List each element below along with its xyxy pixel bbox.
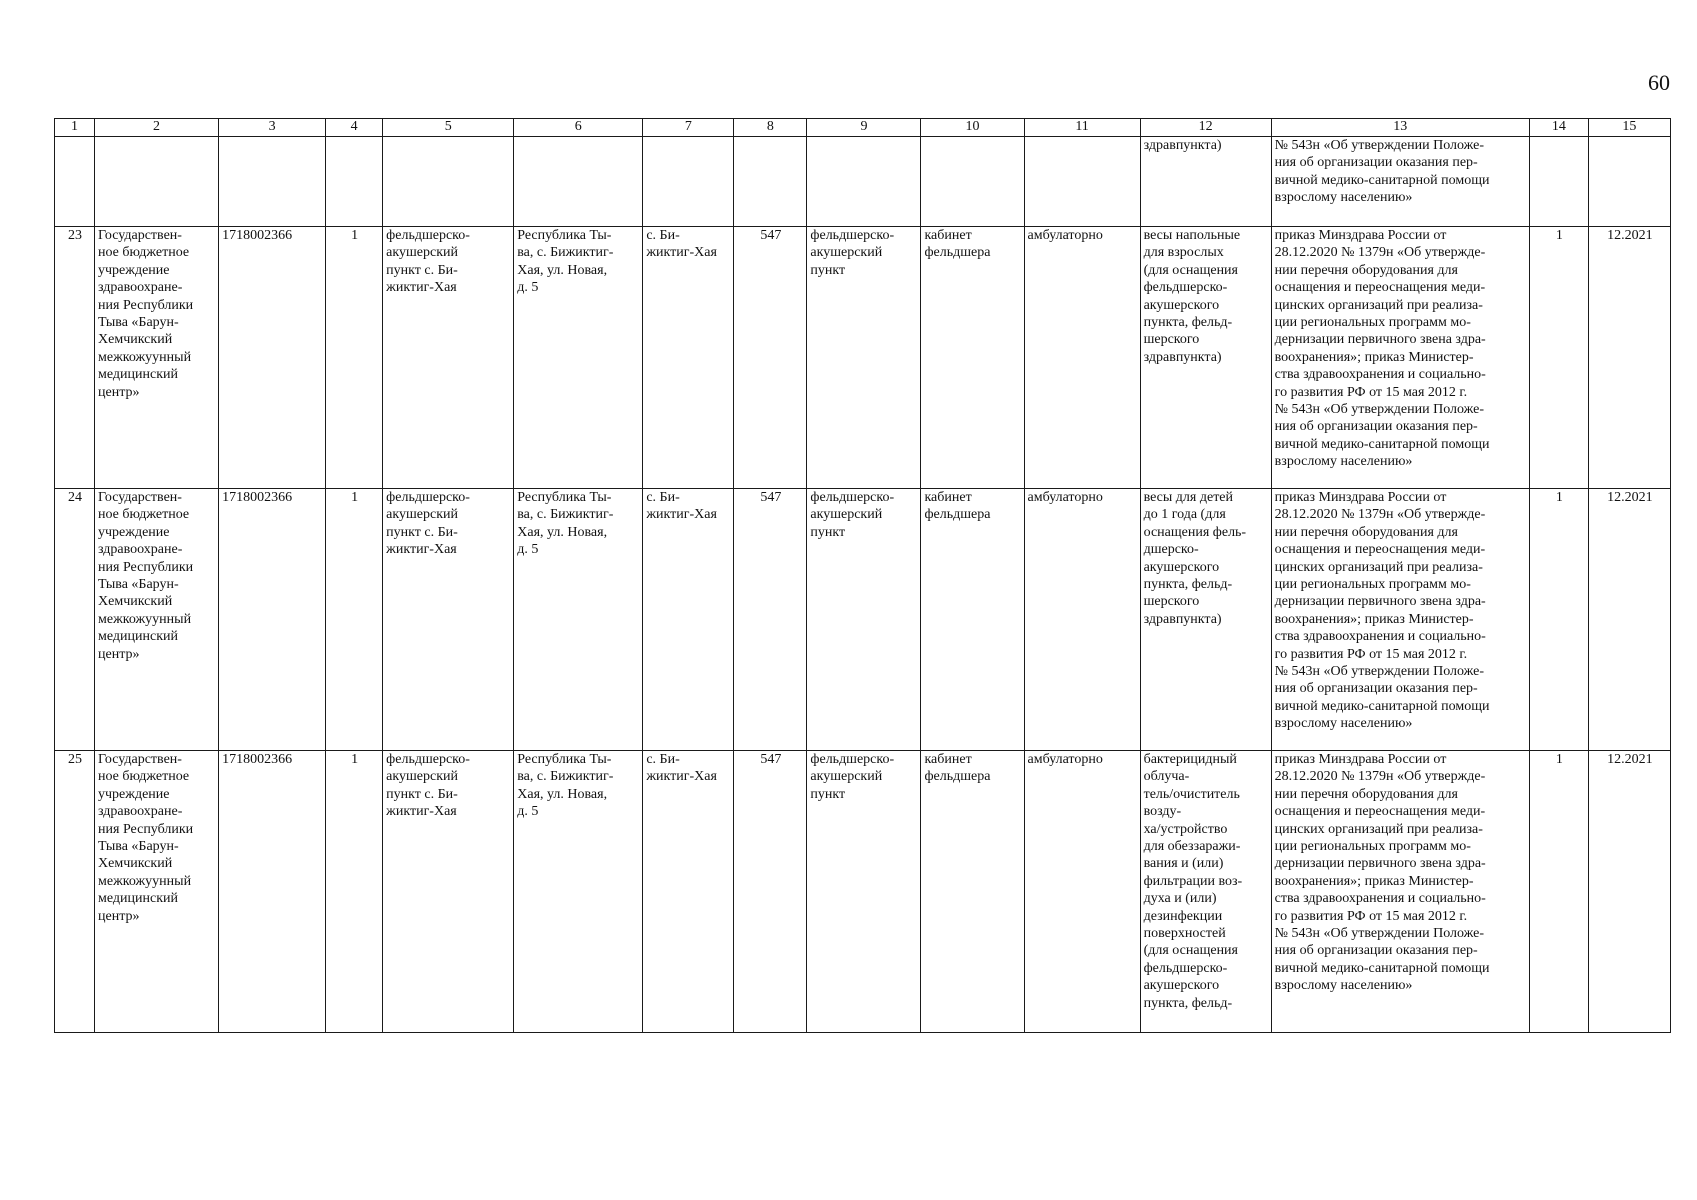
date-cell: 12.2021 [1588,227,1670,489]
empty-cell [1529,137,1588,227]
continuation-row [55,137,1671,227]
row-number: 23 [55,227,95,489]
institution-cell: Государствен- ное бюджетное учреждение здравоохране- ния Республики Тыва «Барун- Хемчикский межкожуунный медицинский центр» [95,227,219,489]
column-number-header [55,119,1671,137]
empty-cell [643,137,734,227]
address-cell: Республика Ты- ва, с. Бижиктиг- Хая, ул. Новая, д. 5 [514,489,643,751]
empty-cell [1588,137,1670,227]
legal-basis-cell: приказ Минздрава России от 28.12.2020 № 1379н «Об утвержде- нии перечня оборудования для оснащения и переоснащения меди- цинских организаций при реализа- ции региональных программ мо- дернизации первичного звена здра- воохранения»; приказ Министер- ства здравоохранения и социально- го развития РФ от 15 мая 2012 г. № 543н «Об утверждении Положе- ния об организации оказания пер- вичной медико-санитарной помощи взрослому населению» [1271,751,1529,1033]
col8-cell: 547 [734,227,807,489]
equipment-cell: весы для детей до 1 года (для оснащения фель- дшерско- акушерского пункта, фельд- шерского здравпункта) [1140,489,1271,751]
col4-cell: 1 [326,489,383,751]
page-number: 60 [1648,70,1670,95]
col4-cell: 1 [326,751,383,1033]
header-cell: 1 [55,119,95,137]
equipment-cell: здравпункта) [1140,137,1271,227]
table-row [55,751,1671,1033]
header-cell: 6 [514,119,643,137]
facility-type-cell: фельдшерско- акушерский пункт [807,489,921,751]
empty-cell [1024,137,1140,227]
header-cell: 2 [95,119,219,137]
col4-cell: 1 [326,227,383,489]
address-cell: Республика Ты- ва, с. Бижиктиг- Хая, ул. Новая, д. 5 [514,227,643,489]
empty-cell [55,137,95,227]
date-cell: 12.2021 [1588,751,1670,1033]
inn-cell: 1718002366 [219,227,326,489]
settlement-cell: с. Би- жиктиг-Хая [643,227,734,489]
table-row [55,227,1671,489]
unit-cell: фельдшерско- акушерский пункт с. Би- жиктиг-Хая [383,751,514,1033]
header-cell: 4 [326,119,383,137]
room-cell: кабинет фельдшера [921,227,1024,489]
inn-cell: 1718002366 [219,489,326,751]
quantity-cell: 1 [1529,489,1588,751]
care-form-cell: амбулаторно [1024,489,1140,751]
settlement-cell: с. Би- жиктиг-Хая [643,489,734,751]
settlement-cell: с. Би- жиктиг-Хая [643,751,734,1033]
facility-type-cell: фельдшерско- акушерский пункт [807,227,921,489]
header-cell: 8 [734,119,807,137]
header-cell: 15 [1588,119,1670,137]
empty-cell [807,137,921,227]
equipment-table [54,118,1671,1033]
empty-cell [95,137,219,227]
empty-cell [514,137,643,227]
legal-basis-cell: приказ Минздрава России от 28.12.2020 № 1379н «Об утвержде- нии перечня оборудования для оснащения и переоснащения меди- цинских организаций при реализа- ции региональных программ мо- дернизации первичного звена здра- воохранения»; приказ Министер- ства здравоохранения и социально- го развития РФ от 15 мая 2012 г. № 543н «Об утверждении Положе- ния об организации оказания пер- вичной медико-санитарной помощи взрослому населению» [1271,489,1529,751]
row-number: 25 [55,751,95,1033]
header-cell: 10 [921,119,1024,137]
facility-type-cell: фельдшерско- акушерский пункт [807,751,921,1033]
room-cell: кабинет фельдшера [921,751,1024,1033]
empty-cell [326,137,383,227]
equipment-cell: бактерицидный облуча- тель/очиститель возду- ха/устройство для обеззаражи- вания и (или) фильтрации воз- духа и (или) дезинфекции поверхностей (для оснащения фельдшерско- акушерского пункта, фельд- [1140,751,1271,1033]
address-cell: Республика Ты- ва, с. Бижиктиг- Хая, ул. Новая, д. 5 [514,751,643,1033]
empty-cell [219,137,326,227]
empty-cell [734,137,807,227]
header-cell: 13 [1271,119,1529,137]
inn-cell: 1718002366 [219,751,326,1033]
unit-cell: фельдшерско- акушерский пункт с. Би- жиктиг-Хая [383,227,514,489]
empty-cell [383,137,514,227]
header-cell: 5 [383,119,514,137]
col8-cell: 547 [734,489,807,751]
institution-cell: Государствен- ное бюджетное учреждение здравоохране- ния Республики Тыва «Барун- Хемчикский межкожуунный медицинский центр» [95,751,219,1033]
equipment-cell: весы напольные для взрослых (для оснащения фельдшерско- акушерского пункта, фельд- шерского здравпункта) [1140,227,1271,489]
date-cell: 12.2021 [1588,489,1670,751]
header-cell: 7 [643,119,734,137]
quantity-cell: 1 [1529,751,1588,1033]
care-form-cell: амбулаторно [1024,751,1140,1033]
header-cell: 3 [219,119,326,137]
col8-cell: 547 [734,751,807,1033]
unit-cell: фельдшерско- акушерский пункт с. Би- жиктиг-Хая [383,489,514,751]
legal-basis-cell: № 543н «Об утверждении Положе- ния об организации оказания пер- вичной медико-санитарной помощи взрослому населению» [1271,137,1529,227]
header-cell: 12 [1140,119,1271,137]
header-cell: 9 [807,119,921,137]
header-cell: 14 [1529,119,1588,137]
header-cell: 11 [1024,119,1140,137]
room-cell: кабинет фельдшера [921,489,1024,751]
institution-cell: Государствен- ное бюджетное учреждение здравоохране- ния Республики Тыва «Барун- Хемчикский межкожуунный медицинский центр» [95,489,219,751]
quantity-cell: 1 [1529,227,1588,489]
legal-basis-cell: приказ Минздрава России от 28.12.2020 № 1379н «Об утвержде- нии перечня оборудования для оснащения и переоснащения меди- цинских организаций при реализа- ции региональных программ мо- дернизации первичного звена здра- воохранения»; приказ Министер- ства здравоохранения и социально- го развития РФ от 15 мая 2012 г. № 543н «Об утверждении Положе- ния об организации оказания пер- вичной медико-санитарной помощи взрослому населению» [1271,227,1529,489]
table-row [55,489,1671,751]
care-form-cell: амбулаторно [1024,227,1140,489]
empty-cell [921,137,1024,227]
row-number: 24 [55,489,95,751]
